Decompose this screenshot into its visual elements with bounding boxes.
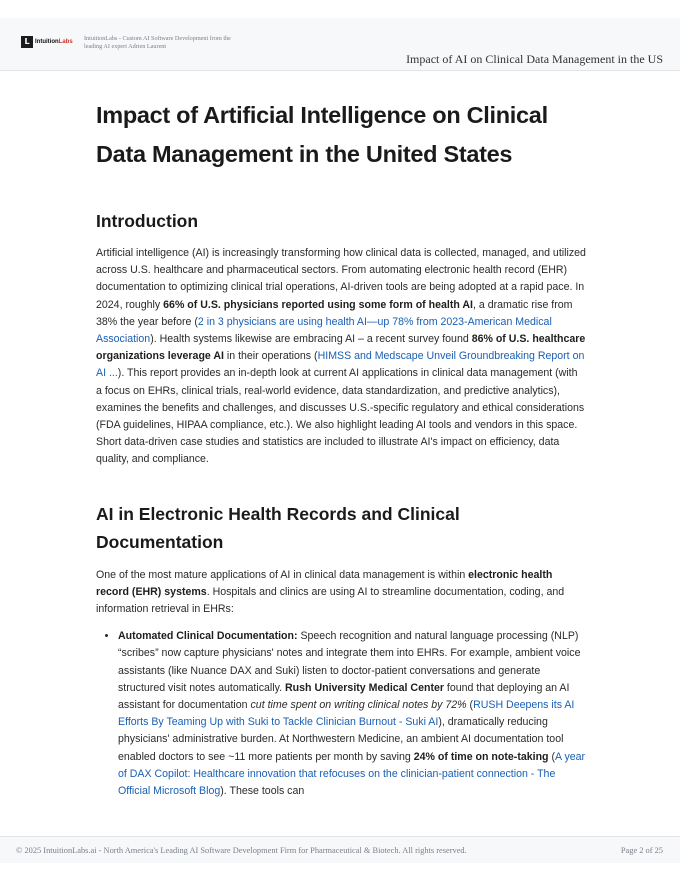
link-ama-physicians-ai[interactable]: 2 in 3 physicians are using health AI—up 78% from 2023-American Medical Association [96,315,552,346]
section-heading-ehr: AI in Electronic Health Records and Clinical Documentation [96,503,460,552]
bullet-lead: Automated Clinical Documentation: [118,630,298,643]
italic-stat-notes: cut time spent on writing clinical notes by 72% [250,699,467,712]
page-header [0,18,680,71]
text-run: Speech recognition and natural language processing (NLP) “scribes” now capture physicians' notes and integrate them into EHRs. For example, ambient voice assistants (like Nuance DAX and Suki) listen to doctor-patient conversations and generate structured visit notes automatically. [118,630,581,694]
introduction-paragraph [96,245,586,469]
page-number: Page 2 of 25 [620,846,663,855]
text-run: ), dramatically reducing physicians' administrative burden. At Northwestern Medicine, an ambient AI documentation tool enabled doctors to see ~11 more patients per month by saving [118,716,564,763]
list-item [118,628,586,800]
header-tagline: IntuitionLabs - Custom AI Software Development from the leading AI expert Adrien Laurent [84,35,231,50]
document-title: Impact of Artificial Intelligence on Clinical Data Management in the United States [96,102,548,167]
text-run: . Hospitals and clinics are using AI to streamline documentation, coding, and information retrieval in EHRs: [96,585,565,616]
text-run: ( [466,699,474,712]
link-rush-suki[interactable]: RUSH Deepens its AI Efforts By Teaming Up with Suki to Tackle Clinician Burnout - Suki AI [118,699,575,729]
link-dax-copilot-blog[interactable]: A year of DAX Copilot: Healthcare innovation that refocuses on the clinician-patient connection - The Official Microsoft Blog [118,750,586,798]
text-run: , a dramatic rise from 38% the year before ( [96,298,573,328]
section-heading-introduction: Introduction [96,211,199,231]
text-run: Artificial intelligence (AI) is increasingly transforming how clinical data is collected, managed, and utilized across U.S. healthcare and pharmaceutical sectors. From automating electronic health record (EHR) documentation to optimizing clinical trial operations, AI-driven tools are being adopted at a rapid pace. In 2024, roughly [96,247,586,311]
text-run: One of the most mature applications of AI in clinical data management is within [96,568,469,581]
header-document-title: Impact of AI on Clinical Data Management in the US [406,52,663,66]
intuitionlabs-logo[interactable] [21,35,73,49]
bold-stat-organizations: 86% of U.S. healthcare organizations leverage AI [96,333,586,363]
text-run: in their operations ( [223,350,318,363]
logo-wordmark-plain: Intuition [35,39,59,45]
ehr-bullet-list [96,628,586,800]
bold-stat-note-taking: 24% of time on note-taking [413,750,549,763]
bold-rush-university: Rush University Medical Center [285,681,444,694]
ehr-paragraph [96,567,586,619]
document-body [96,96,586,800]
text-run: ). These tools can [220,785,305,798]
logo-wordmark [35,39,73,45]
logo-mark-icon: L [21,36,33,48]
page-footer [0,836,680,863]
text-run: ). This report provides an in-depth look at current AI applications in clinical data management (with a focus on EHRs, clinical trials, real-world evidence, data standardization, and predictive analytics), examines the benefits and challenges, and discusses U.S.-specific regulatory and ethical considerations (FDA guidelines, HIPAA compliance, etc.). We also highlight leading AI tools and vendors in this space. Short data-driven case studies and statistics are included to illustrate AI's impact on efficiency, data quality, and compliance. [96,367,585,466]
text-run: ( [548,750,556,763]
text-run: found that deploying an AI assistant for documentation [118,681,570,712]
link-himss-medscape-report[interactable]: HIMSS and Medscape Unveil Groundbreaking Report on AI ... [96,350,585,380]
footer-copyright: © 2025 IntuitionLabs.ai - North America's Leading AI Software Development Firm for Pharmaceutical & Biotech. All rights reserved. [16,846,467,855]
text-run: ). Health systems likewise are embracing AI – a recent survey found [150,333,472,346]
bold-ehr-systems: electronic health record (EHR) systems [96,568,553,598]
logo-wordmark-accent: Labs [58,39,73,45]
bold-stat-physicians: 66% of U.S. physicians reported using some form of health AI [163,298,473,311]
